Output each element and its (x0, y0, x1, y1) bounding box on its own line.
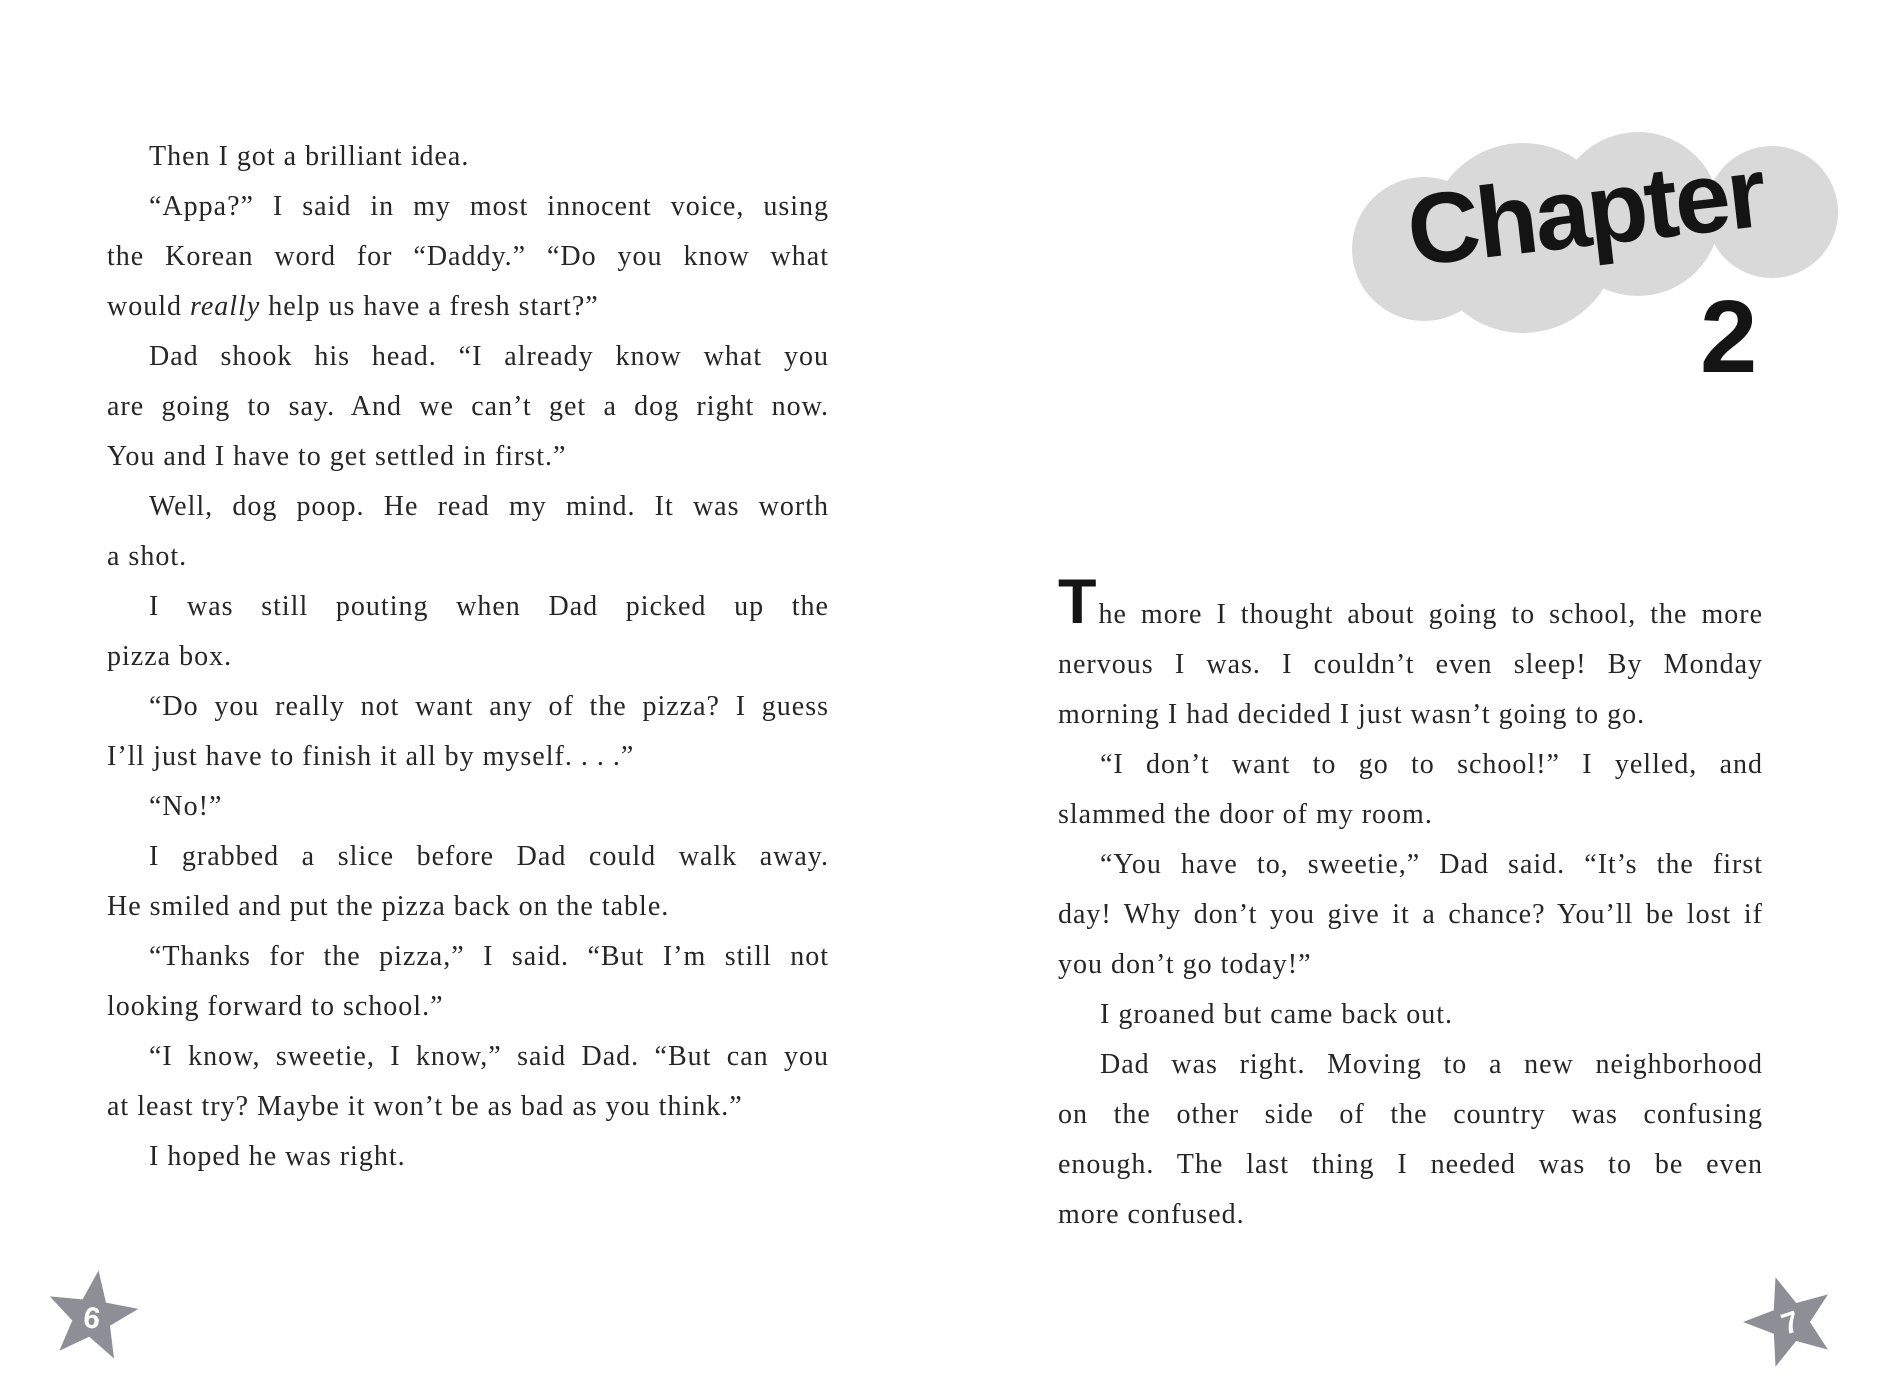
left-page-text (107, 132, 829, 1182)
text-line (1058, 1040, 1763, 1090)
text-segment: Then I got a brilliant idea. (149, 141, 470, 172)
text-line (107, 682, 829, 732)
text-segment: on the other side of the country was confusing (1058, 1099, 1763, 1130)
text-line (107, 832, 829, 882)
text-line (107, 982, 829, 1032)
text-segment: you don’t go today!” (1058, 949, 1312, 980)
text-segment: I groaned but came back out. (1100, 999, 1453, 1030)
text-line (107, 1082, 829, 1132)
text-line (107, 532, 829, 582)
text-line (1058, 840, 1763, 890)
text-line (1058, 740, 1763, 790)
text-segment: You and I have to get settled in first.” (107, 441, 567, 472)
text-segment: “No!” (149, 791, 223, 822)
text-segment: “Thanks for the pizza,” I said. “But I’m still not (149, 941, 829, 972)
text-line (107, 782, 829, 832)
text-line (1058, 790, 1763, 840)
right-page-text (1058, 567, 1763, 1240)
text-segment: at least try? Maybe it won’t be as bad as you think.” (107, 1091, 743, 1122)
text-line (1058, 1090, 1763, 1140)
text-line (107, 632, 829, 682)
text-segment: more confused. (1058, 1199, 1245, 1230)
chapter-heading-word: Chapter (1401, 135, 1769, 288)
text-segment: I was still pouting when Dad picked up the (149, 591, 829, 622)
text-segment: he more I thought about going to school, the more (1098, 599, 1763, 630)
text-segment: a shot. (107, 541, 188, 572)
text-segment: Dad shook his head. “I already know what you (149, 341, 829, 372)
text-segment: He smiled and put the pizza back on the table. (107, 891, 670, 922)
text-segment: the Korean word for “Daddy.” “Do you know what (107, 241, 829, 272)
text-line (107, 432, 829, 482)
text-line (107, 182, 829, 232)
text-line (107, 332, 829, 382)
text-segment: looking forward to school.” (107, 991, 444, 1022)
text-segment: “I don’t want to go to school!” I yelled, and (1100, 749, 1763, 780)
text-line (1058, 567, 1763, 640)
page-number-right: 7 (1777, 1305, 1804, 1342)
text-segment: I hoped he was right. (149, 1141, 406, 1172)
text-segment: “I know, sweetie, I know,” said Dad. “But can you (149, 1041, 829, 1072)
text-line (1058, 640, 1763, 690)
text-line (1058, 890, 1763, 940)
text-segment: nervous I was. I couldn’t even sleep! By Monday (1058, 649, 1763, 680)
text-segment: “Appa?” I said in my most innocent voice, using (149, 191, 829, 222)
text-line (107, 282, 829, 332)
page-number-left: 6 (81, 1300, 103, 1336)
text-line (1058, 990, 1763, 1040)
text-segment: really (190, 291, 261, 322)
text-line (107, 232, 829, 282)
text-segment: slammed the door of my room. (1058, 799, 1433, 830)
page-number-star-left (37, 1262, 147, 1372)
text-segment: pizza box. (107, 641, 233, 672)
text-line (1058, 940, 1763, 990)
text-line (1058, 1140, 1763, 1190)
text-line (107, 132, 829, 182)
text-segment: enough. The last thing I needed was to be even (1058, 1149, 1763, 1180)
text-line (107, 1032, 829, 1082)
text-segment: morning I had decided I just wasn’t going to go. (1058, 699, 1646, 730)
text-line (1058, 690, 1763, 740)
text-segment: would (107, 291, 190, 322)
text-segment: Dad was right. Moving to a new neighborhood (1100, 1049, 1763, 1080)
page-number-star-right (1735, 1267, 1845, 1377)
text-segment: I’ll just have to finish it all by myself. . . .” (107, 741, 635, 772)
initial-capital: T (1058, 567, 1097, 637)
text-segment: are going to say. And we can’t get a dog right now. (107, 391, 829, 422)
text-segment: “You have to, sweetie,” Dad said. “It’s the first (1100, 849, 1763, 880)
text-segment: I grabbed a slice before Dad could walk away. (149, 841, 829, 872)
text-line (1058, 1190, 1763, 1240)
text-line (107, 482, 829, 532)
text-segment: Well, dog poop. He read my mind. It was worth (149, 491, 829, 522)
text-line (107, 382, 829, 432)
chapter-heading-number: 2 (1700, 279, 1758, 394)
text-segment: help us have a fresh start?” (260, 291, 599, 322)
text-line (107, 582, 829, 632)
text-line (107, 732, 829, 782)
text-line (107, 932, 829, 982)
text-segment: “Do you really not want any of the pizza? I guess (149, 691, 829, 722)
text-line (107, 1132, 829, 1182)
text-segment: day! Why don’t you give it a chance? You’ll be lost if (1058, 899, 1763, 930)
text-line (107, 882, 829, 932)
